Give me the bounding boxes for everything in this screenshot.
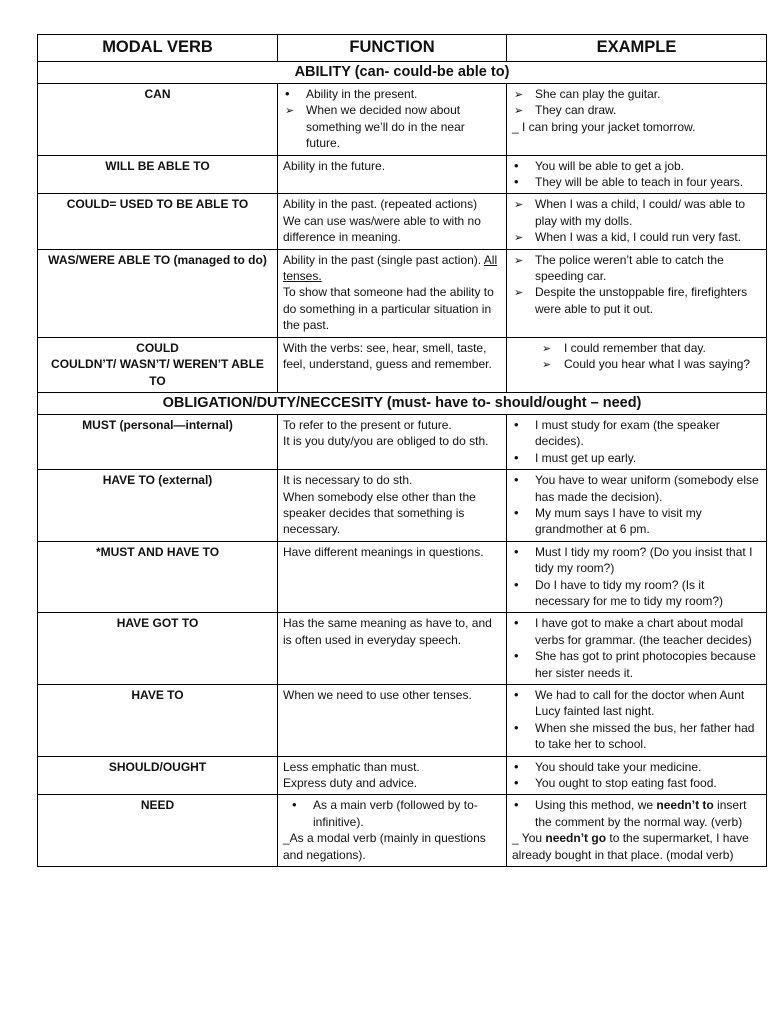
bullet-icon	[514, 417, 532, 433]
table-row	[38, 84, 767, 156]
cell-text	[283, 252, 501, 285]
function-cell	[278, 337, 507, 392]
bullet-icon	[514, 797, 532, 813]
list-item	[512, 196, 761, 229]
modal-verb-cell	[38, 194, 278, 249]
item-text: You ought to stop eating fast food.	[535, 776, 717, 791]
bullet-list	[512, 252, 761, 318]
table-row	[38, 194, 767, 249]
item-text: We can use was/were able to with no difference in meaning.	[283, 213, 481, 245]
cell-text	[283, 340, 501, 373]
function-cell	[278, 470, 507, 542]
list-item	[512, 544, 761, 577]
modal-verb-cell	[38, 685, 278, 757]
item-text: With the verbs: see, hear, smell, taste, feel, understand, guess and remember.	[283, 340, 492, 372]
cell-text	[283, 284, 501, 333]
list-item	[512, 615, 761, 648]
item-text: I could remember that day.	[564, 340, 706, 355]
table-row	[38, 756, 767, 795]
table-row	[38, 613, 767, 685]
item-text: Using this method, we needn’t to insert the comment by the normal way. (verb)	[535, 798, 747, 829]
arrow-bullet-icon	[285, 102, 303, 119]
bullet-list	[512, 472, 761, 538]
function-cell	[278, 84, 507, 156]
bullet-icon	[514, 615, 532, 631]
list-item	[512, 577, 761, 610]
item-text: Ability in the past. (repeated actions)	[283, 197, 478, 212]
list-item	[512, 648, 761, 681]
bullet-icon	[514, 720, 532, 736]
bullet-list	[512, 158, 761, 191]
function-cell	[278, 756, 507, 795]
item-text: We had to call for the doctor when Aunt Lucy fainted last night.	[535, 688, 745, 719]
cell-text	[283, 417, 501, 433]
cell-text	[283, 615, 501, 648]
list-item	[512, 759, 761, 775]
item-text: As a main verb (followed by to-infinitive).	[313, 798, 478, 829]
list-item	[512, 102, 761, 118]
bullet-icon	[514, 158, 532, 174]
list-item	[512, 252, 761, 285]
bullet-icon	[514, 648, 532, 664]
bullet-list	[512, 86, 761, 119]
item-text: _ I can bring your jacket tomorrow.	[512, 119, 696, 134]
list-item	[512, 158, 761, 174]
header-function: FUNCTION	[278, 35, 507, 62]
bullet-icon	[292, 797, 310, 813]
table-row	[38, 470, 767, 542]
example-cell	[507, 685, 767, 757]
item-text: Have different meanings in questions.	[283, 544, 484, 559]
bullet-list	[512, 759, 761, 792]
list-item	[512, 284, 761, 317]
list-item	[512, 505, 761, 538]
table-row	[38, 249, 767, 337]
item-text: To refer to the present or future.	[283, 417, 452, 432]
section-title: ABILITY (can- could-be able to)	[38, 62, 767, 84]
cell-text	[512, 119, 761, 135]
cell-text	[283, 433, 501, 449]
header-row	[38, 35, 767, 62]
item-text: She can play the guitar.	[535, 87, 661, 101]
function-cell	[278, 613, 507, 685]
modal-verb-cell	[38, 249, 278, 337]
bullet-list	[283, 86, 501, 152]
header-example: EXAMPLE	[507, 35, 767, 62]
function-cell	[278, 414, 507, 469]
example-cell	[507, 337, 767, 392]
item-text: My mum says I have to visit my grandmother at 6 pm.	[535, 505, 702, 537]
modal-verb-cell	[38, 613, 278, 685]
bullet-icon	[514, 577, 532, 593]
header-modal-verb: MODAL VERB	[38, 35, 278, 62]
bullet-icon	[514, 775, 532, 791]
cell-text	[283, 472, 501, 488]
verb-text: COULD= USED TO BE ABLE TO	[66, 197, 249, 212]
emphasis-text: needn’t go	[545, 831, 607, 846]
example-cell	[507, 249, 767, 337]
cell-text	[283, 759, 501, 775]
bullet-list	[512, 196, 761, 245]
item-text: Do I have to tidy my room? (Is it necessary for me to tidy my room?)	[535, 577, 724, 608]
modal-verbs-table	[37, 34, 767, 867]
list-item	[512, 340, 761, 356]
section-row	[38, 62, 767, 84]
verb-text: COULD	[136, 340, 179, 355]
modal-verb-cell	[38, 756, 278, 795]
bullet-list	[512, 544, 761, 610]
list-item	[283, 86, 501, 102]
example-cell	[507, 541, 767, 613]
list-item	[512, 450, 761, 466]
list-item	[512, 687, 761, 720]
item-text: _As a modal verb (mainly in questions and negations).	[283, 831, 486, 862]
cell-text	[283, 687, 501, 703]
item-text: Has the same meaning as have to, and is often used in everyday speech.	[283, 616, 492, 647]
item-text: I have got to make a chart about modal verbs for grammar. (the teacher decides)	[535, 616, 752, 647]
table-row	[38, 337, 767, 392]
item-text: Less emphatic than must.	[283, 759, 420, 774]
item-text: To show that someone had the ability to do something in a particular situation in the past.	[283, 285, 494, 333]
table-body	[38, 62, 767, 867]
item-text: Must I tidy my room? (Do you insist that I tidy my room?)	[535, 544, 753, 576]
verb-text: WILL BE ABLE TO	[105, 158, 210, 173]
item-text: You will be able to get a job.	[535, 158, 684, 173]
verb-text: COULDN’T/ WASN’T/ WEREN’T ABLE TO	[51, 357, 264, 388]
cell-text	[283, 489, 501, 538]
item-text: When somebody else other than the speaker decides that something is necessary.	[283, 489, 476, 537]
item-text: Ability in the future.	[283, 158, 386, 173]
bullet-icon	[514, 505, 532, 521]
arrow-bullet-icon	[514, 229, 532, 246]
cell-text	[283, 196, 501, 212]
item-text: I must get up early.	[535, 450, 637, 465]
verb-text: *MUST AND HAVE TO	[95, 544, 220, 559]
modal-verb-cell	[38, 84, 278, 156]
function-cell	[278, 249, 507, 337]
verb-text: CAN	[144, 87, 171, 101]
bullet-icon	[514, 450, 532, 466]
cell-text	[283, 775, 501, 791]
function-cell	[278, 541, 507, 613]
example-cell	[507, 155, 767, 194]
cell-text	[283, 213, 501, 246]
item-text: They will be able to teach in four years.	[535, 175, 744, 190]
bullet-icon	[285, 86, 303, 102]
example-cell	[507, 470, 767, 542]
list-item	[512, 775, 761, 791]
item-text: When I was a kid, I could run very fast.	[535, 230, 742, 245]
example-cell	[507, 613, 767, 685]
bullet-list	[283, 797, 501, 830]
bullet-icon	[514, 759, 532, 775]
bullet-list	[512, 615, 761, 681]
list-item	[512, 229, 761, 245]
example-cell	[507, 84, 767, 156]
arrow-bullet-icon	[514, 252, 532, 269]
bullet-icon	[514, 472, 532, 488]
item-text: _ You needn’t go to the supermarket, I have already bought in that place. (modal verb)	[512, 831, 749, 862]
list-item	[512, 417, 761, 450]
verb-text: HAVE TO	[131, 688, 184, 702]
list-item	[512, 797, 761, 830]
bullet-list	[512, 417, 761, 466]
list-item	[283, 102, 501, 151]
list-item	[512, 472, 761, 505]
item-text: Despite the unstoppable fire, firefighters were able to put it out.	[535, 285, 748, 316]
bullet-list	[512, 687, 761, 753]
arrow-bullet-icon	[514, 196, 532, 213]
arrow-bullet-icon	[514, 284, 532, 301]
example-cell	[507, 795, 767, 867]
item-text: Ability in the past (single past action). All tenses.	[283, 252, 498, 284]
item-text: It is necessary to do sth.	[283, 473, 413, 488]
cell-text	[283, 544, 501, 560]
cell-text	[512, 830, 761, 863]
example-cell	[507, 414, 767, 469]
list-item	[283, 797, 501, 830]
verb-text: HAVE GOT TO	[116, 616, 199, 631]
example-cell	[507, 756, 767, 795]
item-text: You have to wear uniform (somebody else has made the decision).	[535, 473, 759, 504]
item-text: It is you duty/you are obliged to do sth.	[283, 434, 489, 449]
item-text: Express duty and advice.	[283, 776, 418, 791]
modal-verb-cell	[38, 337, 278, 392]
table-row	[38, 155, 767, 194]
bullet-icon	[514, 174, 532, 190]
section-title: OBLIGATION/DUTY/NECCESITY (must- have to- should/ought – need)	[38, 392, 767, 414]
item-text: The police weren’t able to catch the speeding car.	[535, 252, 724, 284]
item-text: When we need to use other tenses.	[283, 688, 472, 702]
item-text: Ability in the present.	[306, 87, 418, 101]
item-text: They can draw.	[535, 103, 617, 118]
item-text: You should take your medicine.	[535, 759, 702, 774]
verb-text: SHOULD/OUGHT	[108, 759, 207, 774]
bullet-icon	[514, 544, 532, 560]
cell-text	[283, 158, 501, 174]
item-text: She has got to print photocopies because her sister needs it.	[535, 649, 756, 680]
cell-text	[283, 830, 501, 863]
emphasis-text: needn’t to	[656, 798, 714, 813]
item-text: Could you hear what I was saying?	[564, 357, 751, 372]
verb-text: MUST (personal—internal)	[82, 417, 233, 432]
list-item	[512, 356, 761, 372]
item-text: I must study for exam (the speaker decides).	[535, 417, 720, 449]
function-cell	[278, 795, 507, 867]
modal-verb-cell	[38, 541, 278, 613]
table-row	[38, 795, 767, 867]
function-cell	[278, 194, 507, 249]
section-row	[38, 392, 767, 414]
table-row	[38, 414, 767, 469]
function-cell	[278, 685, 507, 757]
bullet-list	[512, 797, 761, 830]
verb-text: HAVE TO (external)	[102, 473, 213, 488]
table-row	[38, 541, 767, 613]
underlined-text: All tenses.	[283, 252, 498, 284]
list-item	[512, 720, 761, 753]
arrow-bullet-icon	[542, 340, 560, 357]
arrow-bullet-icon	[514, 86, 532, 103]
arrow-bullet-icon	[542, 356, 560, 373]
item-text: When she missed the bus, her father had to take her to school.	[535, 720, 755, 752]
list-item	[512, 174, 761, 190]
arrow-bullet-icon	[514, 102, 532, 119]
verb-text: WAS/WERE ABLE TO (managed to do)	[48, 252, 267, 267]
bullet-list	[512, 340, 761, 373]
modal-verb-cell	[38, 414, 278, 469]
list-item	[512, 86, 761, 102]
modal-verb-cell	[38, 155, 278, 194]
modal-verb-cell	[38, 795, 278, 867]
function-cell	[278, 155, 507, 194]
item-text: When I was a child, I could/ was able to play with my dolls.	[535, 197, 746, 228]
item-text: When we decided now about something we’ll do in the near future.	[306, 103, 465, 151]
example-cell	[507, 194, 767, 249]
table-row	[38, 685, 767, 757]
modal-verb-cell	[38, 470, 278, 542]
bullet-icon	[514, 687, 532, 703]
verb-text: NEED	[140, 798, 175, 813]
